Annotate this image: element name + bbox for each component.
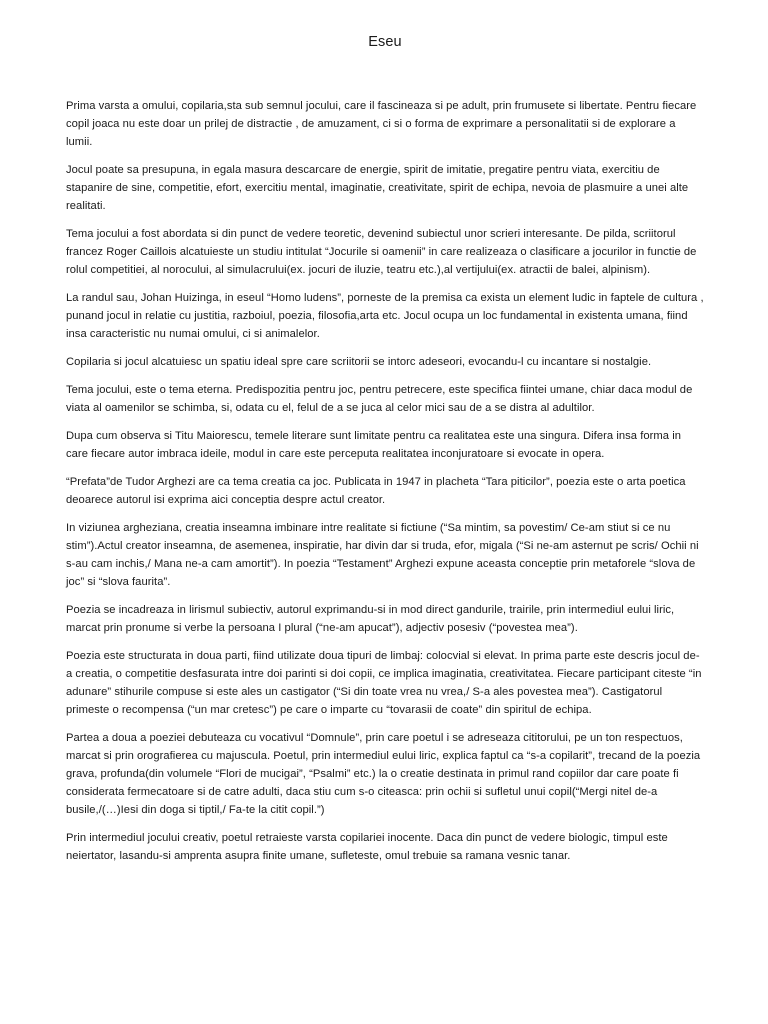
document-title: Eseu [368, 34, 402, 50]
paragraph: Jocul poate sa presupuna, in egala masura descarcare de energie, spirit de imitatie, pregatire pentru viata, exercitiu de stapanire de sine, competitie, efort, exercitiu mental, imaginatie, creativitate, spirit de echipa, nevoia de plasmuire a unei alte realitati. [66, 164, 689, 212]
paragraph: Copilaria si jocul alcatuiesc un spatiu ideal spre care scriitorii se intorc adeseori, evocandu-l cu incantare si nostalgie. [66, 356, 652, 368]
paragraph: Prima varsta a omului, copilaria,sta sub semnul jocului, care il fascineaza si pe adult, prin frumusete si libertate. Pentru fiecare copil joaca nu este doar un prilej de distractie , de amuzament, ci si o forma de exprimare a personalitatii si de explorare a lumii. [66, 100, 697, 148]
paragraph: Tema jocului a fost abordata si din punct de vedere teoretic, devenind subiectul unor scrieri interesante. De pilda, scriitorul francez Roger Caillois alcatuieste un studiu intitulat “Jocurile si oamenii” in care realizeaza o clasificare a jocurilor in functie de rolul competitiei, al norocului, al simulacrului(ex. jocuri de iluzie, teatru etc.),al vertijului(ex. atractii de balei, alpinism). [66, 228, 697, 276]
paragraph: La randul sau, Johan Huizinga, in eseul “Homo ludens”, porneste de la premisa ca exista un element ludic in faptele de cultura , punand jocul in relatie cu justitia, razboiul, poezia, filosofia,arta etc. Jocul ocupa un loc fundamental in existenta umana, fiind insa caracteristic nu numai omului, ci si animalelor. [66, 292, 704, 340]
paragraph: Partea a doua a poeziei debuteaza cu vocativul “Domnule”, prin care poetul i se adreseaza cititorului, pe un ton respectuos, marcat si prin orografierea cu majuscula. Poetul, prin intermediul eului liric, explica faptul ca “s-a copilarit”, trecand de la poezia grava, profunda(din volumele “Flori de mucigai”, “Psalmi” etc.) la o creatie destinata in primul rand copiilor dar care poate fi considerata fermecatoare si de catre adulti, daca stiu cum s-o citeasca: prin ochii si sufletul unui copil(“Mergi nitel de-a busile,/(…)Iesi din doga si tiptil,/ Fa-te la citit copil.”) [66, 732, 701, 816]
paragraph: Poezia se incadreaza in lirismul subiectiv, autorul exprimandu-si in mod direct gandurile, trairile, prin intermediul eului liric, marcat prin pronume si verbe la persoana I plural (“ne-am apucat”), adjectiv posesiv (“povestea mea”). [66, 604, 675, 634]
paragraph: Dupa cum observa si Titu Maiorescu, temele literare sunt limitate pentru ca realitatea este una singura. Difera insa forma in care fiecare autor imbraca ideile, modul in care este perceputa realitatea inconjuratoare si evocate in opera. [66, 430, 682, 460]
paragraph: “Prefata”de Tudor Arghezi are ca tema creatia ca joc. Publicata in 1947 in placheta “Tara piticilor”, poezia este o arta poetica deoarece autorul isi exprima aici conceptia despre actul creator. [66, 476, 686, 506]
paragraph: Tema jocului, este o tema eterna. Predispozitia pentru joc, pentru petrecere, este specifica fiintei umane, chiar daca modul de viata al oamenilor se schimba, si, odata cu el, felul de a se juca al celor mici sau de a se distra al adultilor. [66, 384, 693, 414]
paragraph: In viziunea argheziana, creatia inseamna imbinare intre realitate si fictiune (“Sa mintim, sa povestim/ Ce-am stiut si ce nu stim”).Actul creator inseamna, de asemenea, inspiratie, har divin dar si truda, efor, migala (“Si ne-am asternut pe scris/ Ochii ni s-au cam inchis,/ Mana ne-a cam amortit”). In poezia “Testament” Arghezi expune aceasta conceptie prin metaforele “slova de joc” si “slova faurita”. [66, 522, 699, 588]
paragraph: Prin intermediul jocului creativ, poetul retraieste varsta copilariei inocente. Daca din punct de vedere biologic, timpul este neiertator, lasandu-si amprenta asupra finite umane, sufleteste, omul trebuie sa ramana vesnic tanar. [66, 832, 668, 862]
document-body [66, 97, 704, 865]
paragraph: Poezia este structurata in doua parti, fiind utilizate doua tipuri de limbaj: colocvial si elevat. In prima parte este descris jocul de-a creatia, o competitie desfasurata intre doi parinti si doi copii, ce implica imaginatia, creativitatea. Fiecare participant citeste “in adunare” stihurile compuse si este ales un castigator (“Si din toate vrea nu vrea,/ S-a ales povestea mea”). Castigatorul primeste o recompensa (“un mar cretesc”) pe care o imparte cu “tovarasii de coate” din spiritul de echipa. [66, 650, 702, 716]
